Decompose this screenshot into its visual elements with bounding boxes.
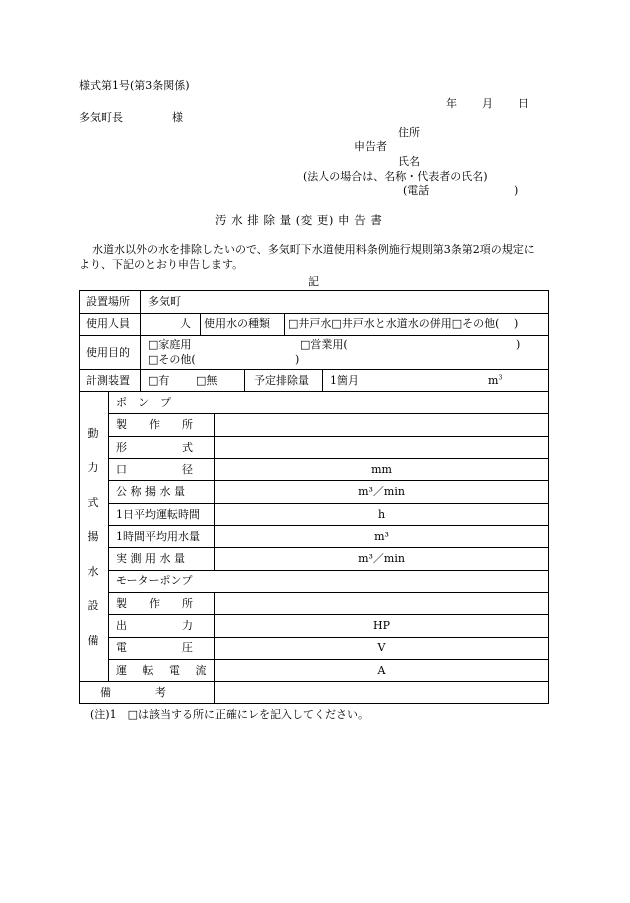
- applicant-label: 申告者: [354, 140, 387, 153]
- phone-label: (電話: [403, 184, 430, 197]
- phone-close: ): [514, 184, 519, 197]
- table-rule: [108, 547, 549, 548]
- table-rule: [322, 369, 323, 391]
- name-label: 氏名: [398, 155, 420, 168]
- motor-output-unit: HP: [373, 619, 390, 632]
- body-text-line2: より、下記のとおり申告します。: [79, 258, 244, 271]
- persons-unit: 人: [180, 317, 191, 330]
- planned-discharge-label: 予定排除量: [254, 374, 309, 387]
- equipment-vertical-char: 設: [87, 599, 99, 612]
- table-rule: [284, 313, 285, 335]
- table-rule: [108, 480, 549, 481]
- pump-bore-unit: mm: [371, 463, 392, 476]
- equipment-vertical-char: 揚: [87, 530, 99, 543]
- motor-current-unit: A: [377, 664, 386, 677]
- water-type-options[interactable]: □井戸水□井戸水と水道水の併用□その他( ): [288, 317, 519, 330]
- table-rule: [79, 369, 549, 370]
- body-text-line1: 水道水以外の水を排除したいので、多気町下水道使用料条例施行規則第3条第2項の規定に: [92, 243, 535, 256]
- ki-label: 記: [308, 275, 319, 288]
- motor-maker-label: 製 作 所: [116, 597, 193, 610]
- pump-measured-usage-unit: m³／min: [358, 552, 405, 565]
- date-year-label: 年: [446, 97, 457, 110]
- motor-section-title: モーターポンプ: [116, 574, 193, 587]
- table-rule: [108, 436, 549, 437]
- pump-model-label: 形 式: [116, 441, 193, 454]
- purpose-business-close: ): [516, 338, 521, 351]
- equipment-vertical-char: 式: [87, 496, 99, 509]
- table-rule: [108, 458, 549, 459]
- pump-rated-flow-unit: m³／min: [358, 485, 405, 498]
- meter-no-checkbox[interactable]: □無: [196, 374, 218, 387]
- table-rule: [108, 570, 549, 571]
- purpose-label: 使用目的: [86, 346, 130, 359]
- pump-hourly-usage-label: 1時間平均用水量: [116, 530, 200, 543]
- location-value[interactable]: 多気町: [148, 295, 181, 308]
- table-rule: [108, 391, 109, 681]
- equipment-vertical-char: 備: [87, 634, 99, 647]
- equipment-vertical-char: 力: [87, 461, 99, 474]
- purpose-household-checkbox[interactable]: □家庭用: [148, 338, 192, 351]
- table-rule: [108, 614, 549, 615]
- table-rule: [244, 369, 245, 391]
- pump-bore-label: 口 径: [116, 463, 193, 476]
- document-title: 汚 水 排 除 量 (変 更) 申 告 書: [215, 213, 383, 227]
- motor-voltage-label: 電 圧: [116, 641, 193, 654]
- table-rule: [200, 313, 201, 335]
- addressee: 多気町長: [79, 111, 123, 124]
- table-rule: [79, 313, 549, 314]
- remarks-field[interactable]: [216, 687, 546, 701]
- address-label: 住所: [398, 126, 420, 139]
- motor-output-label: 出 力: [116, 619, 193, 632]
- honorific: 様: [172, 111, 183, 124]
- table-rule: [108, 592, 549, 593]
- date-month-label: 月: [482, 97, 493, 110]
- table-rule: [108, 413, 549, 414]
- purpose-other-close: ): [295, 353, 300, 366]
- planned-unit: $m^3$: [488, 374, 503, 387]
- equipment-vertical-char: 動: [87, 427, 99, 440]
- pump-measured-usage-label: 実 測 用 水 量: [116, 552, 185, 565]
- corporation-note: (法人の場合は、名称・代表者の氏名): [303, 170, 488, 183]
- pump-daily-hours-unit: h: [377, 508, 386, 521]
- motor-current-label: 運 転 電 流: [116, 664, 213, 677]
- pump-rated-flow-label: 公 称 揚 水 量: [116, 485, 185, 498]
- pump-section-title: ポ ン プ: [116, 396, 171, 409]
- form-number: 様式第1号(第3条関係): [79, 79, 190, 92]
- table-rule: [140, 290, 141, 391]
- table-rule: [79, 391, 549, 392]
- table-rule: [108, 659, 549, 660]
- meter-label: 計測装置: [86, 374, 130, 387]
- date-day-label: 日: [518, 97, 529, 110]
- purpose-business-checkbox[interactable]: □営業用(: [300, 338, 348, 351]
- pump-daily-hours-label: 1日平均運転時間: [116, 508, 200, 521]
- equipment-vertical-char: 水: [87, 565, 99, 578]
- location-label: 設置場所: [86, 295, 130, 308]
- table-rule: [108, 637, 549, 638]
- table-rule: [79, 335, 549, 336]
- table-rule: [108, 525, 549, 526]
- pump-hourly-usage-unit: m³: [374, 530, 389, 543]
- purpose-other-checkbox[interactable]: □その他(: [148, 353, 196, 366]
- motor-voltage-unit: V: [377, 641, 386, 654]
- remarks-label: 備 考: [100, 686, 166, 699]
- table-rule: [108, 503, 549, 504]
- persons-label: 使用人員: [86, 317, 130, 330]
- water-type-label: 使用水の種類: [204, 317, 270, 330]
- pump-maker-label: 製 作 所: [116, 418, 193, 431]
- table-rule: [79, 681, 549, 682]
- footnote: (注)1 □は該当する所に正確にレを記入してください。: [90, 708, 369, 721]
- planned-period: 1箇月: [330, 374, 359, 387]
- meter-yes-checkbox[interactable]: □有: [148, 374, 170, 387]
